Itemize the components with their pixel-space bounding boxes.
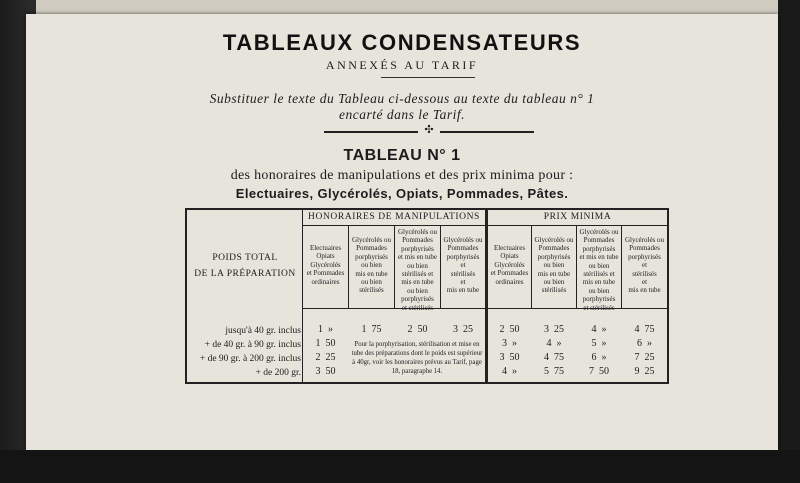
poids-header [189, 250, 301, 282]
poids-line-1: POIDS TOTAL [212, 253, 278, 263]
poids-line-2: DE LA PRÉPARATION [194, 269, 296, 279]
table-cell: 3 25 [544, 324, 564, 335]
tariff-table [185, 208, 669, 384]
page-title: TABLEAUX CONDENSATEURS [222, 30, 582, 55]
table-cell: 5 » [591, 338, 607, 349]
table-cell: 5 75 [544, 366, 564, 377]
table-cell: 3 25 [453, 324, 473, 335]
previous-page-edge [36, 0, 778, 15]
table-cell: 4 75 [634, 324, 655, 335]
table-cell: 3 50 [315, 366, 336, 377]
ornament-divider [324, 125, 534, 137]
row-label: + de 200 gr. [255, 368, 301, 378]
column-header: Glycérolés ou Pommades porphyrisés et stérilisés et mis en tube [443, 236, 483, 295]
group-header-honoraires: HONORAIRES DE MANIPULATIONS [308, 212, 480, 222]
row-label: + de 40 gr. à 90 gr. inclus [204, 340, 301, 350]
table-cell: 4 » [502, 366, 517, 377]
table-cell: 4 75 [544, 352, 564, 363]
table-cell: 2 50 [407, 324, 428, 335]
table-cell: 1 50 [315, 338, 336, 349]
table-cell: 3 » [502, 338, 517, 349]
column-header: Glycérolés ou Pommades porphyrisés et mis en tube ou bien stérilisés et mis en tube ou bien porphyrisés et stérilisés [397, 228, 438, 312]
column-header: Glycérolés ou Pommades porphyrisés ou bien mis en tube ou bien stérilisés [534, 236, 574, 295]
column-header: Electuaires Opiats Glycérolés et Pommades ordinaires [490, 244, 529, 286]
table-cell: 7 25 [634, 352, 655, 363]
table-cell: 7 50 [589, 366, 609, 377]
scan-bottom-edge [0, 450, 800, 483]
document-page [26, 14, 778, 450]
substitute-line-1: Substituer le texte du Tableau ci-dessous au texte du tableau n° 1 [209, 91, 595, 106]
group-header-rule [303, 225, 667, 226]
table-description: des honoraires de manipulations et des prix minima pour : [230, 168, 574, 183]
table-title: TABLEAU N° 1 [343, 147, 461, 164]
substitute-notice [26, 91, 778, 123]
ornament-icon: ✣ [424, 124, 434, 136]
table-cell: 9 25 [634, 366, 655, 377]
column-header: Glycérolés ou Pommades porphyrisés ou bien mis en tube ou bien stérilisés [351, 236, 392, 295]
table-cell: 4 » [546, 338, 562, 349]
column-header: Electuaires Opiats Glycérolés et Pommades ordinaires [306, 244, 345, 286]
ornament-line-left [324, 131, 418, 133]
ornament-line-right [440, 131, 534, 133]
table-cell: 6 » [591, 352, 607, 363]
table-cell: 2 25 [315, 352, 336, 363]
table-cell: 2 50 [499, 324, 520, 335]
row-label: jusqu'à 40 gr. inclus [225, 326, 301, 336]
table-cell: 3 50 [499, 352, 520, 363]
page-subtitle: ANNEXÉS AU TARIF [325, 58, 479, 72]
table-cell: 4 » [591, 324, 607, 335]
column-header: Glycérolés ou Pommades porphyrisés et mis en tube ou bien stérilisés et mis en tube ou bien porphyrisés et stérilisés [579, 228, 619, 312]
table-cell: 1 » [318, 324, 333, 335]
row-label: + de 90 gr. à 200 gr. inclus [199, 354, 301, 364]
table-items: Electuaires, Glycérolés, Opiats, Pommades, Pâtes. [235, 186, 569, 201]
title-rule [381, 77, 475, 78]
porphyrisation-note: Pour la porphyrisation, stérilisation et mise en tube des préparations dont le poids est supérieur à 40gr, voir les honoraires prévus au Tarif, page 18, paragraphe 14. [351, 341, 483, 375]
table-cell: 1 75 [361, 324, 382, 335]
table-cell: 6 » [637, 338, 652, 349]
group-header-prix: PRIX MINIMA [543, 212, 612, 222]
substitute-line-2: encarté dans le Tarif. [338, 107, 465, 122]
column-header: Glycérolés ou Pommades porphyrisés et stérilisés et mis en tube [624, 236, 665, 295]
